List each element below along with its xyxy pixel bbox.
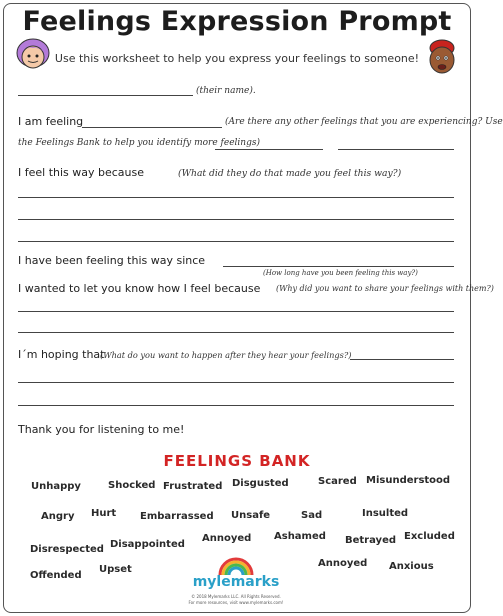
feeling-label: I am feeling xyxy=(18,115,84,128)
logo-name: mylemarks xyxy=(192,574,280,590)
logo-rainbow-icon xyxy=(186,557,286,575)
thanks-text: Thank you for listening to me! xyxy=(18,423,185,436)
feeling-word: Unsafe xyxy=(231,510,271,521)
feeling-prompt-a: (Are there any other feelings that you are experiencing? Use xyxy=(225,117,503,127)
feeling-word: Insulted xyxy=(362,508,409,519)
share-label: I wanted to let you know how I feel because xyxy=(18,282,261,295)
feeling-word: Misunderstood xyxy=(366,475,451,486)
feeling-word: Annoyed xyxy=(318,558,368,569)
because-line-1[interactable] xyxy=(18,197,454,198)
feeling-word: Unhappy xyxy=(31,481,81,492)
because-prompt: (What did they do that made you feel this way?) xyxy=(178,168,402,179)
since-hint: (How long have you been feeling this way?) xyxy=(263,269,418,277)
feeling-word: Sad xyxy=(301,510,323,521)
hoping-prompt: (What do you want to happen after they hear your feelings?) xyxy=(100,350,352,360)
share-prompt: (Why did you want to share your feelings with them?) xyxy=(276,284,494,293)
feeling-word: Upset xyxy=(99,564,132,575)
hoping-line-1[interactable] xyxy=(18,382,454,383)
share-line-2[interactable] xyxy=(18,332,454,333)
feeling-word: Embarrassed xyxy=(140,511,214,522)
feeling-word: Betrayed xyxy=(345,535,397,546)
because-line-2[interactable] xyxy=(18,219,454,220)
feeling-prompt-b: the Feelings Bank to help you identify more feelings) xyxy=(18,138,260,148)
feeling-word: Shocked xyxy=(108,480,156,491)
since-line[interactable] xyxy=(223,266,454,267)
feeling-word: Anxious xyxy=(389,561,434,572)
feeling-word: Offended xyxy=(30,570,82,581)
page-subtitle: Use this worksheet to help you express your feelings to someone! xyxy=(54,52,420,65)
girl-face-icon xyxy=(16,38,50,72)
hoping-line-0[interactable] xyxy=(350,359,454,360)
feelings-bank-title: FEELINGS BANK xyxy=(163,452,311,470)
name-line[interactable] xyxy=(18,95,193,96)
because-line-3[interactable] xyxy=(18,241,454,242)
website-text: For more resources, visit www.mylemarks.com! xyxy=(188,600,284,605)
name-hint: (their name). xyxy=(196,86,256,96)
since-label: I have been feeling this way since xyxy=(18,254,206,267)
mylemarks-logo xyxy=(186,557,286,611)
feeling-word: Ashamed xyxy=(274,531,326,542)
feeling-word: Disrespected xyxy=(30,544,104,555)
feeling-word: Frustrated xyxy=(163,481,223,492)
feeling-word: Disgusted xyxy=(232,478,289,489)
feeling-word: Angry xyxy=(41,511,75,522)
copyright-text: © 2018 Mylemarks LLC. All Rights Reserved. xyxy=(191,594,281,599)
page-title: Feelings Expression Prompt xyxy=(22,6,452,37)
feeling-word: Scared xyxy=(318,476,357,487)
feeling-line[interactable] xyxy=(82,127,222,128)
feeling-word: Disappointed xyxy=(110,539,185,550)
hoping-line-2[interactable] xyxy=(18,405,454,406)
hoping-label: I´m hoping that xyxy=(18,348,105,361)
feeling-word: Annoyed xyxy=(202,533,252,544)
boy-face-icon xyxy=(425,38,459,76)
share-line-1[interactable] xyxy=(18,311,454,312)
other-feeling-line-1[interactable] xyxy=(215,149,323,150)
feeling-word: Hurt xyxy=(91,508,117,519)
because-label: I feel this way because xyxy=(18,166,145,179)
feeling-word: Excluded xyxy=(404,531,455,542)
other-feeling-line-2[interactable] xyxy=(338,149,454,150)
